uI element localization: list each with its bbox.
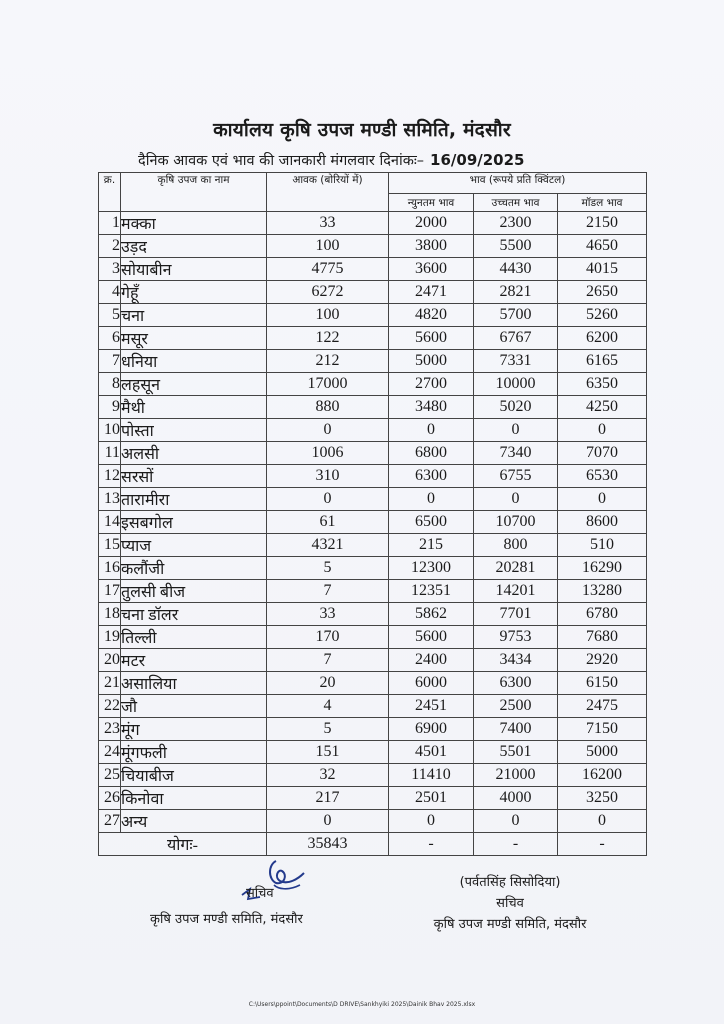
row-serial: 17 (99, 580, 121, 603)
row-modal-price: 6530 (558, 465, 647, 488)
row-min-price: 2501 (389, 787, 474, 810)
row-modal-price: 7680 (558, 626, 647, 649)
row-max-price: 2821 (474, 281, 558, 304)
row-arrival: 212 (267, 350, 389, 373)
row-max-price: 6767 (474, 327, 558, 350)
row-crop-name: सरसों (121, 465, 267, 488)
table-row (99, 304, 647, 327)
row-modal-price: 3250 (558, 787, 647, 810)
row-serial: 4 (99, 281, 121, 304)
row-modal-price: 7150 (558, 718, 647, 741)
row-arrival: 7 (267, 580, 389, 603)
row-arrival: 151 (267, 741, 389, 764)
row-max-price: 6300 (474, 672, 558, 695)
table-row (99, 281, 647, 304)
row-serial: 27 (99, 810, 121, 833)
row-serial: 10 (99, 419, 121, 442)
row-arrival: 217 (267, 787, 389, 810)
total-row (99, 833, 647, 856)
row-min-price: 2000 (389, 212, 474, 235)
right-signatory-org: कृषि उपज मण्डी समिति, मंदसौर (433, 917, 587, 932)
table-row (99, 557, 647, 580)
row-modal-price: 2475 (558, 695, 647, 718)
row-crop-name: मटर (121, 649, 267, 672)
left-signatory-role: सचिव (246, 886, 274, 901)
row-arrival: 6272 (267, 281, 389, 304)
row-max-price: 9753 (474, 626, 558, 649)
row-serial: 9 (99, 396, 121, 419)
table-row (99, 741, 647, 764)
row-serial: 5 (99, 304, 121, 327)
row-max-price: 2500 (474, 695, 558, 718)
row-min-price: 2451 (389, 695, 474, 718)
row-serial: 15 (99, 534, 121, 557)
row-modal-price: 5000 (558, 741, 647, 764)
table-row (99, 672, 647, 695)
row-crop-name: चना डॉलर (121, 603, 267, 626)
row-max-price: 7701 (474, 603, 558, 626)
row-min-price: 3600 (389, 258, 474, 281)
table-row (99, 327, 647, 350)
row-max-price: 5501 (474, 741, 558, 764)
row-crop-name: तिल्ली (121, 626, 267, 649)
table-row (99, 373, 647, 396)
row-serial: 7 (99, 350, 121, 373)
row-crop-name: मूंगफली (121, 741, 267, 764)
row-arrival: 7 (267, 649, 389, 672)
header-arrival: आवक (बोरियों में) (267, 173, 389, 212)
table-row (99, 649, 647, 672)
row-crop-name: किनोवा (121, 787, 267, 810)
row-arrival: 100 (267, 235, 389, 258)
row-min-price: 11410 (389, 764, 474, 787)
row-crop-name: मक्का (121, 212, 267, 235)
table-row (99, 626, 647, 649)
row-modal-price: 6780 (558, 603, 647, 626)
row-modal-price: 16200 (558, 764, 647, 787)
office-title: कार्यालय कृषि उपज मण्डी समिति, मंदसौर (213, 119, 511, 141)
table-row (99, 465, 647, 488)
row-arrival: 5 (267, 557, 389, 580)
header-price-group: भाव (रूपये प्रति क्विंटल) (389, 173, 647, 194)
row-max-price: 10000 (474, 373, 558, 396)
table-row (99, 718, 647, 741)
row-serial: 19 (99, 626, 121, 649)
row-serial: 3 (99, 258, 121, 281)
total-min: - (389, 833, 474, 856)
row-max-price: 6755 (474, 465, 558, 488)
row-arrival: 1006 (267, 442, 389, 465)
row-crop-name: चियाबीज (121, 764, 267, 787)
table-row (99, 511, 647, 534)
row-modal-price: 2650 (558, 281, 647, 304)
row-serial: 26 (99, 787, 121, 810)
row-modal-price: 5260 (558, 304, 647, 327)
table-body (99, 212, 647, 833)
row-max-price: 5500 (474, 235, 558, 258)
row-modal-price: 0 (558, 810, 647, 833)
row-max-price: 7340 (474, 442, 558, 465)
row-arrival: 17000 (267, 373, 389, 396)
row-modal-price: 6350 (558, 373, 647, 396)
row-arrival: 20 (267, 672, 389, 695)
row-max-price: 14201 (474, 580, 558, 603)
row-max-price: 10700 (474, 511, 558, 534)
table-row (99, 810, 647, 833)
header-crop-name: कृषि उपज का नाम (121, 173, 267, 212)
row-min-price: 6800 (389, 442, 474, 465)
row-arrival: 4775 (267, 258, 389, 281)
row-crop-name: धनिया (121, 350, 267, 373)
row-serial: 16 (99, 557, 121, 580)
row-arrival: 33 (267, 603, 389, 626)
right-signatory-role: सचिव (496, 896, 524, 911)
row-min-price: 2700 (389, 373, 474, 396)
row-min-price: 3800 (389, 235, 474, 258)
row-min-price: 12351 (389, 580, 474, 603)
row-min-price: 6300 (389, 465, 474, 488)
row-serial: 24 (99, 741, 121, 764)
row-crop-name: तुलसी बीज (121, 580, 267, 603)
row-arrival: 0 (267, 419, 389, 442)
row-serial: 11 (99, 442, 121, 465)
row-min-price: 215 (389, 534, 474, 557)
row-crop-name: प्याज (121, 534, 267, 557)
row-serial: 2 (99, 235, 121, 258)
row-min-price: 6500 (389, 511, 474, 534)
row-arrival: 880 (267, 396, 389, 419)
row-crop-name: मूंग (121, 718, 267, 741)
row-crop-name: गेहूँ (121, 281, 267, 304)
row-arrival: 0 (267, 488, 389, 511)
row-min-price: 5000 (389, 350, 474, 373)
row-max-price: 0 (474, 419, 558, 442)
row-modal-price: 6150 (558, 672, 647, 695)
header-modal-price: मॉडल भाव (558, 194, 647, 212)
header-min-price: न्युनतम भाव (389, 194, 474, 212)
row-modal-price: 510 (558, 534, 647, 557)
row-min-price: 4820 (389, 304, 474, 327)
table-row (99, 212, 647, 235)
row-min-price: 0 (389, 810, 474, 833)
row-arrival: 122 (267, 327, 389, 350)
row-modal-price: 4650 (558, 235, 647, 258)
row-arrival: 32 (267, 764, 389, 787)
table-header-row (99, 173, 647, 194)
row-max-price: 2300 (474, 212, 558, 235)
row-min-price: 5600 (389, 626, 474, 649)
row-modal-price: 2150 (558, 212, 647, 235)
row-min-price: 12300 (389, 557, 474, 580)
row-crop-name: अन्य (121, 810, 267, 833)
row-max-price: 800 (474, 534, 558, 557)
price-table (98, 172, 647, 856)
row-max-price: 4000 (474, 787, 558, 810)
row-crop-name: सोयाबीन (121, 258, 267, 281)
row-max-price: 0 (474, 810, 558, 833)
row-min-price: 2400 (389, 649, 474, 672)
row-modal-price: 7070 (558, 442, 647, 465)
right-signatory-name: (पर्वतसिंह सिसोदिया) (459, 875, 561, 890)
row-serial: 23 (99, 718, 121, 741)
row-modal-price: 2920 (558, 649, 647, 672)
row-modal-price: 6200 (558, 327, 647, 350)
row-serial: 13 (99, 488, 121, 511)
table-row (99, 603, 647, 626)
row-serial: 21 (99, 672, 121, 695)
row-crop-name: चना (121, 304, 267, 327)
row-crop-name: लहसून (121, 373, 267, 396)
row-min-price: 4501 (389, 741, 474, 764)
row-min-price: 3480 (389, 396, 474, 419)
file-path-footer: C:\Users\ppoint\Documents\D DRIVE\Sankhyiki 2025\Dainik Bhav 2025.xlsx (248, 1001, 476, 1008)
row-max-price: 7331 (474, 350, 558, 373)
row-modal-price: 4250 (558, 396, 647, 419)
row-arrival: 4 (267, 695, 389, 718)
table-row (99, 419, 647, 442)
report-date: 16/09/2025 (430, 151, 525, 169)
row-min-price: 6000 (389, 672, 474, 695)
row-crop-name: मैथी (121, 396, 267, 419)
table-row (99, 787, 647, 810)
table-row (99, 350, 647, 373)
row-min-price: 6900 (389, 718, 474, 741)
row-serial: 8 (99, 373, 121, 396)
row-max-price: 7400 (474, 718, 558, 741)
row-arrival: 4321 (267, 534, 389, 557)
right-signature-block (410, 872, 610, 935)
row-max-price: 5700 (474, 304, 558, 327)
row-max-price: 4430 (474, 258, 558, 281)
row-arrival: 5 (267, 718, 389, 741)
total-arrival: 35843 (267, 833, 389, 856)
row-max-price: 0 (474, 488, 558, 511)
table-row (99, 235, 647, 258)
total-modal: - (558, 833, 647, 856)
row-min-price: 5600 (389, 327, 474, 350)
table-row (99, 764, 647, 787)
row-modal-price: 13280 (558, 580, 647, 603)
total-label: योगः- (99, 833, 267, 856)
row-modal-price: 8600 (558, 511, 647, 534)
row-min-price: 0 (389, 488, 474, 511)
table-row (99, 534, 647, 557)
row-modal-price: 16290 (558, 557, 647, 580)
table-row (99, 396, 647, 419)
table-row (99, 488, 647, 511)
row-crop-name: उड़द (121, 235, 267, 258)
table-row (99, 442, 647, 465)
row-modal-price: 0 (558, 488, 647, 511)
row-crop-name: अलसी (121, 442, 267, 465)
row-serial: 22 (99, 695, 121, 718)
row-serial: 25 (99, 764, 121, 787)
subtitle-text: दैनिक आवक एवं भाव की जानकारी मंगलवार दिनांकः– (138, 153, 425, 169)
row-arrival: 170 (267, 626, 389, 649)
row-crop-name: जौ (121, 695, 267, 718)
row-crop-name: असालिया (121, 672, 267, 695)
row-max-price: 20281 (474, 557, 558, 580)
row-max-price: 5020 (474, 396, 558, 419)
row-crop-name: इसबगोल (121, 511, 267, 534)
row-arrival: 61 (267, 511, 389, 534)
row-serial: 12 (99, 465, 121, 488)
table-row (99, 580, 647, 603)
row-arrival: 100 (267, 304, 389, 327)
row-min-price: 2471 (389, 281, 474, 304)
total-max: - (474, 833, 558, 856)
report-subtitle (138, 150, 524, 170)
row-max-price: 21000 (474, 764, 558, 787)
row-modal-price: 4015 (558, 258, 647, 281)
row-serial: 14 (99, 511, 121, 534)
row-min-price: 0 (389, 419, 474, 442)
table-row (99, 258, 647, 281)
row-serial: 20 (99, 649, 121, 672)
row-arrival: 310 (267, 465, 389, 488)
header-max-price: उच्चतम भाव (474, 194, 558, 212)
row-min-price: 5862 (389, 603, 474, 626)
row-serial: 18 (99, 603, 121, 626)
row-crop-name: पोस्ता (121, 419, 267, 442)
row-crop-name: कलौंजी (121, 557, 267, 580)
header-serial: क्र. (99, 173, 121, 212)
row-serial: 1 (99, 212, 121, 235)
row-crop-name: तारामीरा (121, 488, 267, 511)
table-row (99, 695, 647, 718)
row-crop-name: मसूर (121, 327, 267, 350)
row-arrival: 33 (267, 212, 389, 235)
row-arrival: 0 (267, 810, 389, 833)
row-max-price: 3434 (474, 649, 558, 672)
row-modal-price: 6165 (558, 350, 647, 373)
row-serial: 6 (99, 327, 121, 350)
row-modal-price: 0 (558, 419, 647, 442)
left-signatory-org: कृषि उपज मण्डी समिति, मंदसौर (150, 912, 303, 927)
